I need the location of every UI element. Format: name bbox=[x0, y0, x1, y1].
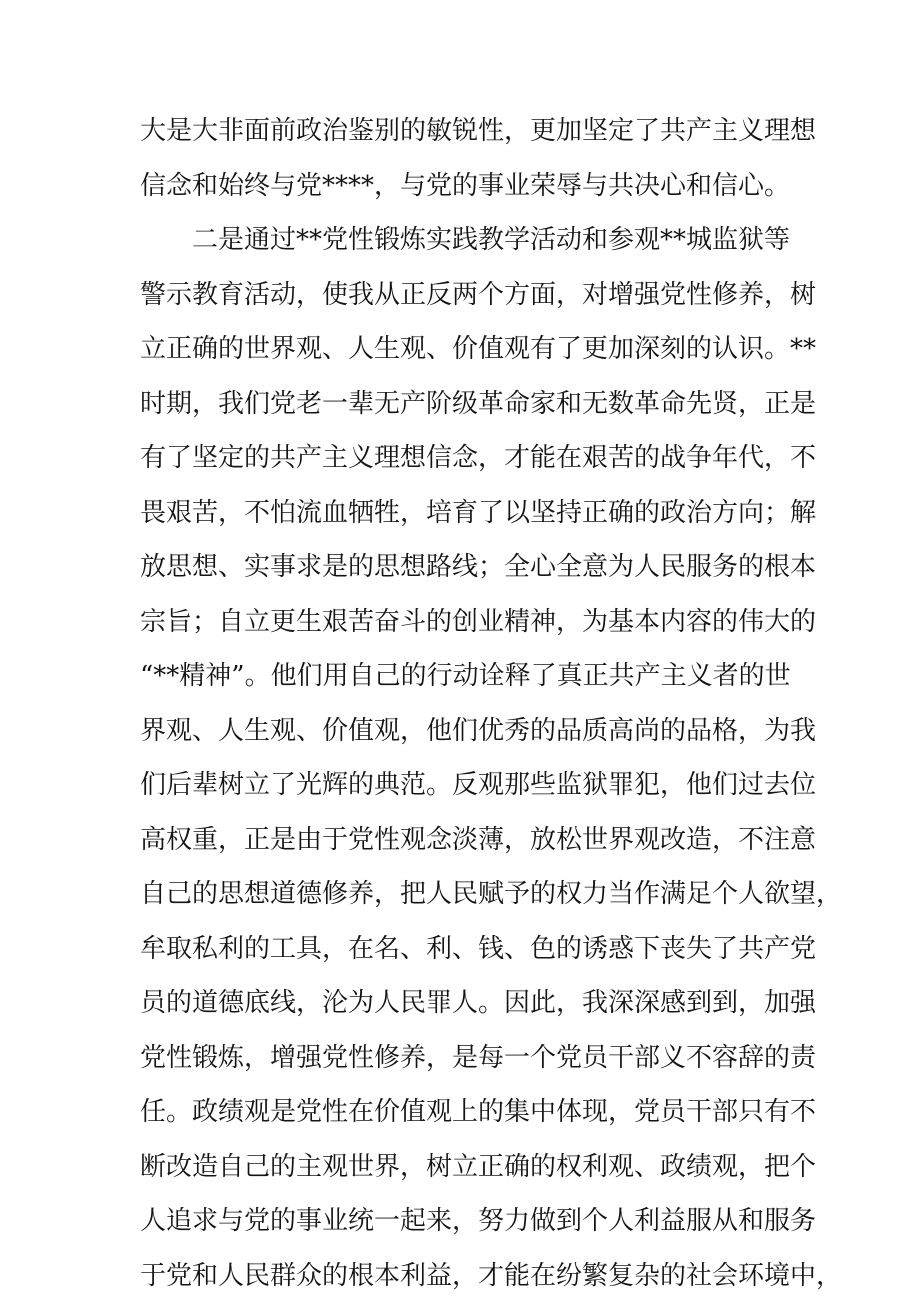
text-line-17: 员的道德底线，沦为人民罪人。因此，我深深感到到，加强 bbox=[140, 976, 780, 1031]
text-line-9: 放思想、实事求是的思想路线；全心全意为人民服务的根本 bbox=[140, 540, 780, 595]
text-line-12: 界观、人生观、价值观，他们优秀的品质高尚的品格，为我 bbox=[140, 704, 780, 759]
text-line-7: 有了坚定的共产主义理想信念，才能在艰苦的战争年代，不 bbox=[140, 431, 780, 486]
text-line-6: 时期，我们党老一辈无产阶级革命家和无数革命先贤，正是 bbox=[140, 377, 780, 432]
text-line-14: 高权重，正是由于党性观念淡薄，放松世界观改造，不注意 bbox=[140, 813, 780, 868]
text-line-18: 党性锻炼，增强党性修养，是每一个党员干部义不容辞的责 bbox=[140, 1031, 780, 1086]
text-line-5: 立正确的世界观、人生观、价值观有了更加深刻的认识。** bbox=[140, 322, 780, 377]
text-line-20: 断改造自己的主观世界，树立正确的权利观、政绩观，把个 bbox=[140, 1140, 780, 1195]
text-line-15: 自己的思想道德修养，把人民赋予的权力当作满足个人欲望， bbox=[140, 867, 780, 922]
text-line-8: 畏艰苦，不怕流血牺牲，培育了以坚持正确的政治方向；解 bbox=[140, 486, 780, 541]
text-line-19: 任。政绩观是党性在价值观上的集中体现，党员干部只有不 bbox=[140, 1085, 780, 1140]
text-line-2: 信念和始终与党****，与党的事业荣辱与共决心和信心。 bbox=[140, 159, 780, 214]
text-line-22: 于党和人民群众的根本利益，才能在纷繁复杂的社会环境中， bbox=[140, 1249, 780, 1303]
text-line-4: 警示教育活动，使我从正反两个方面，对增强党性修养，树 bbox=[140, 268, 780, 323]
text-line-16: 牟取私利的工具，在名、利、钱、色的诱惑下丧失了共产党 bbox=[140, 922, 780, 977]
text-line-13: 们后辈树立了光辉的典范。反观那些监狱罪犯，他们过去位 bbox=[140, 758, 780, 813]
body-text bbox=[140, 104, 780, 1303]
text-line-10: 宗旨；自立更生艰苦奋斗的创业精神，为基本内容的伟大的 bbox=[140, 595, 780, 650]
text-line-21: 人追求与党的事业统一起来，努力做到个人利益服从和服务 bbox=[140, 1194, 780, 1249]
text-line-3: 二是通过**党性锻炼实践教学活动和参观**城监狱等 bbox=[140, 213, 780, 268]
text-line-1: 大是大非面前政治鉴别的敏锐性，更加坚定了共产主义理想 bbox=[140, 104, 780, 159]
text-line-11: “**精神”。他们用自己的行动诠释了真正共产主义者的世 bbox=[140, 649, 780, 704]
